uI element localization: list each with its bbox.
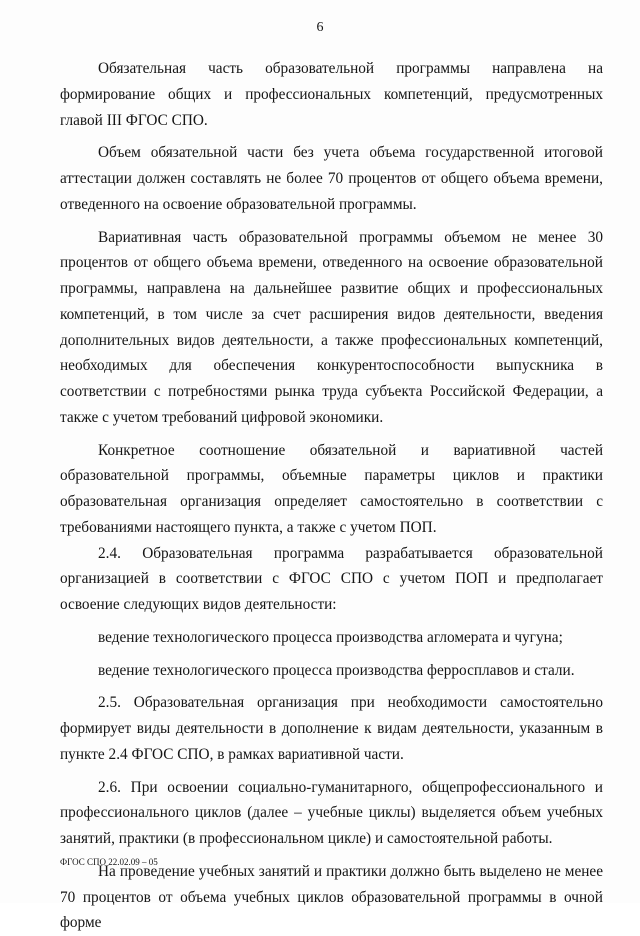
document-body: [60, 56, 603, 936]
paragraph-clause-2-6: 2.6. При освоении социально-гуманитарного, общепрофессионального и профессионального циклов (далее – учебные циклы) выделяется объем учебных занятий, практики (в профессиональном цикле) и самостоятельной работы.: [60, 778, 603, 847]
paragraph-ratio: Конкретное соотношение обязательной и вариативной частей образовательной программы, объемные параметры циклов и практики образовательная организация определяет самостоятельно в соответствии с требованиями настоящего пункта, а также с учетом ПОП.: [60, 441, 603, 536]
page-number: 6: [316, 20, 324, 35]
document-footer-code: ФГОС СПО 22.02.09 – 05: [60, 857, 158, 867]
paragraph-clause-2-4: 2.4. Образовательная программа разрабатывается образовательной организацией в соответствии с ФГОС СПО с учетом ПОП и предполагает освоение следующих видов деятельности:: [60, 544, 603, 613]
list-item-activity-1: ведение технологического процесса производства агломерата и чугуна;: [98, 628, 563, 646]
paragraph-mandatory-part: Обязательная часть образовательной программы направлена на формирование общих и профессиональных компетенций, предусмотренных главой III ФГОС СПО.: [60, 60, 603, 129]
paragraph-mandatory-volume: Объем обязательной части без учета объема государственной итоговой аттестации должен составлять не более 70 процентов от общего объема времени, отведенного на освоение образовательной программы.: [60, 144, 603, 213]
paragraph-clause-2-5: 2.5. Образовательная организация при необходимости самостоятельно формирует виды деятельности в дополнение к видам деятельности, указанным в пункте 2.4 ФГОС СПО, в рамках вариативной части.: [60, 694, 603, 763]
list-item-activity-2: ведение технологического процесса производства ферросплавов и стали.: [98, 661, 575, 679]
paragraph-variable-part: Вариативная часть образовательной программы объемом не менее 30 процентов от общего объема времени, отведенного на освоение образовательной программы, направлена на дальнейшее развитие общих и профессиональных компетенций, в том числе за счет расширения видов деятельности, введения дополнительных видов деятельности, а также профессиональных компетенций, необходимых для обеспечения конкурентоспособности выпускника в соответствии с потребностями рынка труда субъекта Российской Федерации, а также с учетом требований цифровой экономики.: [60, 228, 603, 426]
paragraph-training-volume: На проведение учебных занятий и практики должно быть выделено не менее 70 процентов от объема учебных циклов образовательной программы в очной форме: [60, 862, 603, 932]
